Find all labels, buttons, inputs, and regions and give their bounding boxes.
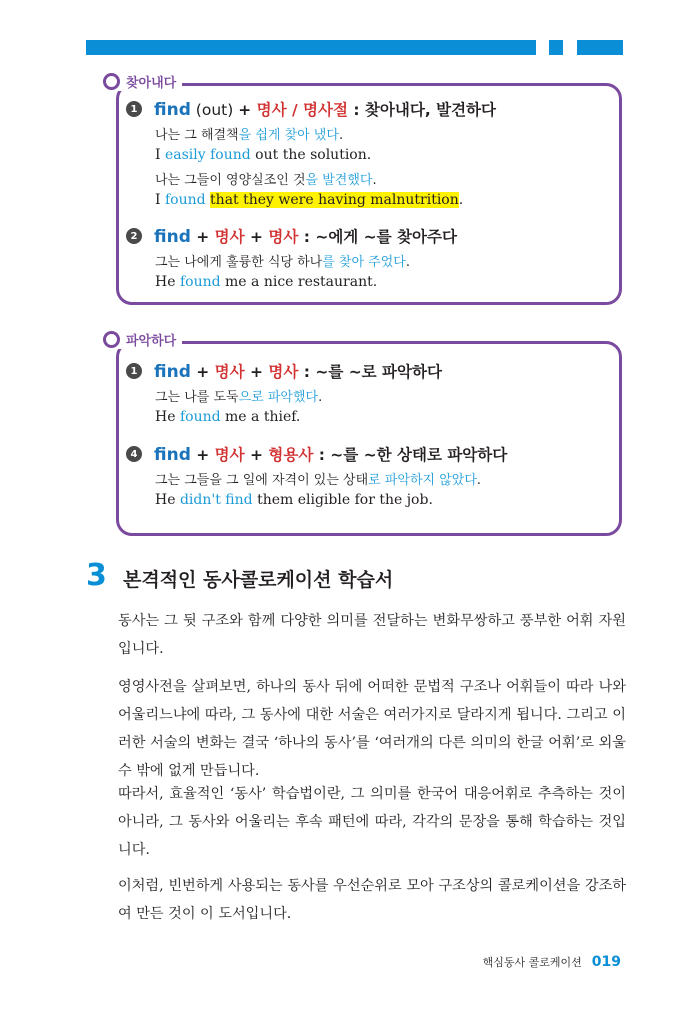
box-label-text: 찾아내다 — [126, 76, 177, 91]
collocation-pattern — [154, 98, 496, 120]
highlighted-phrase: 을 쉽게 찾아 냈다 — [238, 128, 339, 143]
grammar-term: 명사 — [268, 228, 299, 246]
grammar-term: 명사 — [268, 363, 299, 381]
grammar-term: 명사 — [214, 446, 245, 464]
highlighted-phrase: easily found — [164, 147, 251, 163]
example-text: . — [338, 128, 344, 143]
example-text: them eligible for the job. — [252, 492, 433, 508]
collocation-pattern — [154, 225, 457, 247]
verb-keyword: find — [154, 445, 191, 465]
circle-marker-icon — [103, 73, 120, 90]
example-text: out the solution. — [250, 147, 372, 163]
pattern-text: + — [244, 363, 269, 381]
pattern-text: + — [190, 446, 215, 464]
pattern-line — [126, 98, 496, 120]
pattern-line — [126, 443, 507, 465]
verb-keyword: find — [154, 227, 191, 247]
verb-keyword: find — [154, 362, 191, 382]
entry-number-badge: 2 — [126, 228, 142, 244]
grammar-term: 명사 — [214, 228, 245, 246]
example-pair — [155, 388, 442, 427]
example-text: 그는 나에게 훌륭한 식당 하나 — [155, 255, 323, 270]
pattern-text: : 찾아내다, 발견하다 — [347, 101, 496, 119]
example-pair — [155, 471, 507, 510]
pattern-text: + — [190, 228, 215, 246]
body-paragraph: 따라서, 효율적인 ‘동사’ 학습법이란, 그 의미를 한국어 대응어휘로 추측하는 것이 아니라, 그 동사와 어울리는 후속 패턴에 따라, 각각의 문장을 통해 학습하는 것입니다. — [118, 786, 626, 858]
highlighted-phrase: found — [179, 409, 221, 425]
grammar-term: 명사 — [214, 363, 245, 381]
entry-grasp-1 — [126, 360, 442, 427]
example-text: me a nice restaurant. — [220, 274, 378, 290]
box-label-find-out — [103, 72, 182, 91]
english-example — [155, 272, 457, 292]
header-bar-end — [577, 40, 623, 55]
entry-find-out-2 — [126, 225, 457, 292]
circle-marker-icon — [103, 331, 120, 348]
english-example — [155, 145, 496, 165]
header-bar-block — [549, 40, 563, 55]
example-text: . — [458, 192, 464, 208]
example-text: . — [372, 173, 377, 188]
pattern-text: + — [244, 446, 269, 464]
box-label-text: 파악하다 — [126, 334, 177, 349]
body-paragraph: 동사는 그 뒷 구조와 함께 다양한 의미를 전달하는 변화무쌍하고 풍부한 어휘 자원입니다. — [118, 613, 626, 657]
pattern-text: + — [190, 363, 215, 381]
pattern-line — [126, 225, 457, 247]
example-pair — [155, 126, 496, 165]
section-number: 3 — [86, 558, 107, 593]
highlighted-phrase: 으로 파악했다 — [238, 390, 319, 405]
section-title: 본격적인 동사콜로케이션 학습서 — [123, 569, 394, 591]
collocation-pattern — [154, 443, 507, 465]
collocation-pattern — [154, 360, 442, 382]
example-text: He — [155, 274, 180, 290]
page-number: 019 — [591, 954, 621, 970]
english-example — [155, 490, 507, 510]
example-text: I — [155, 147, 165, 163]
example-pair — [155, 253, 457, 292]
korean-example — [155, 388, 442, 407]
example-text: me a thief. — [220, 409, 301, 425]
entry-number-badge: 1 — [126, 363, 142, 379]
pattern-line — [126, 360, 442, 382]
highlighted-phrase: found — [179, 274, 221, 290]
entry-grasp-4 — [126, 443, 507, 510]
english-example — [155, 190, 496, 210]
pattern-text: : ~를 ~한 상태로 파악하다 — [313, 446, 508, 464]
pattern-text: (out) — [190, 101, 239, 119]
verb-keyword: find — [154, 100, 191, 120]
pattern-text: + — [238, 101, 257, 119]
grammar-term: 명사 / 명사절 — [256, 101, 348, 119]
korean-example — [155, 253, 457, 272]
pattern-text: : ~에게 ~를 찾아주다 — [298, 228, 457, 246]
example-text: . — [476, 473, 482, 488]
korean-example — [155, 471, 507, 490]
highlighted-phrase: found — [164, 192, 206, 208]
example-text: I — [155, 192, 165, 208]
highlighted-phrase: that they were having malnutrition — [210, 192, 459, 208]
example-pair — [155, 171, 496, 210]
pattern-text: + — [244, 228, 269, 246]
highlighted-phrase: 을 발견했다 — [305, 173, 373, 188]
entry-find-out-1 — [126, 98, 496, 210]
english-example — [155, 407, 442, 427]
entry-number-badge: 1 — [126, 101, 142, 117]
example-text: 그는 그들을 그 일에 자격이 있는 상태 — [155, 473, 369, 488]
box-label-grasp — [103, 330, 182, 349]
highlighted-phrase: 를 찾아 주었다 — [322, 255, 406, 270]
body-paragraph: 영영사전을 살펴보면, 하나의 동사 뒤에 어떠한 문법적 구조나 어휘들이 따라 나와 어울리느냐에 따라, 그 동사에 대한 서술은 여러가지로 달라지게 됩니다. 그리고 이러한 서술의 변화는 결국 ‘하나의 동사’를 ‘여러개의 다른 의미의 한글 어휘’로 외울 수 밖에 없게 만듭니다. — [118, 679, 626, 779]
example-text: 그는 나를 도둑 — [155, 390, 239, 405]
example-text: . — [318, 390, 323, 405]
header-bar — [86, 40, 536, 55]
book-title: 핵심동사 콜로케이션 — [482, 956, 582, 969]
entry-number-badge: 4 — [126, 446, 142, 462]
example-text: He — [155, 492, 180, 508]
body-paragraph: 이처럼, 빈번하게 사용되는 동사를 우선순위로 모아 구조상의 콜로케이션을 강조하여 만든 것이 이 도서입니다. — [118, 878, 626, 922]
grammar-term: 형용사 — [268, 446, 314, 464]
example-text: He — [155, 409, 180, 425]
example-text: . — [405, 255, 410, 270]
pattern-text: : ~를 ~로 파악하다 — [298, 363, 442, 381]
korean-example — [155, 126, 496, 145]
example-text: 나는 그들이 영양실조인 것 — [155, 173, 306, 188]
page-footer — [483, 954, 621, 970]
korean-example — [155, 171, 496, 190]
highlighted-phrase: didn't find — [179, 492, 253, 508]
highlighted-phrase: 로 파악하지 않았다 — [368, 473, 477, 488]
example-text: 나는 그 해결책 — [155, 128, 239, 143]
